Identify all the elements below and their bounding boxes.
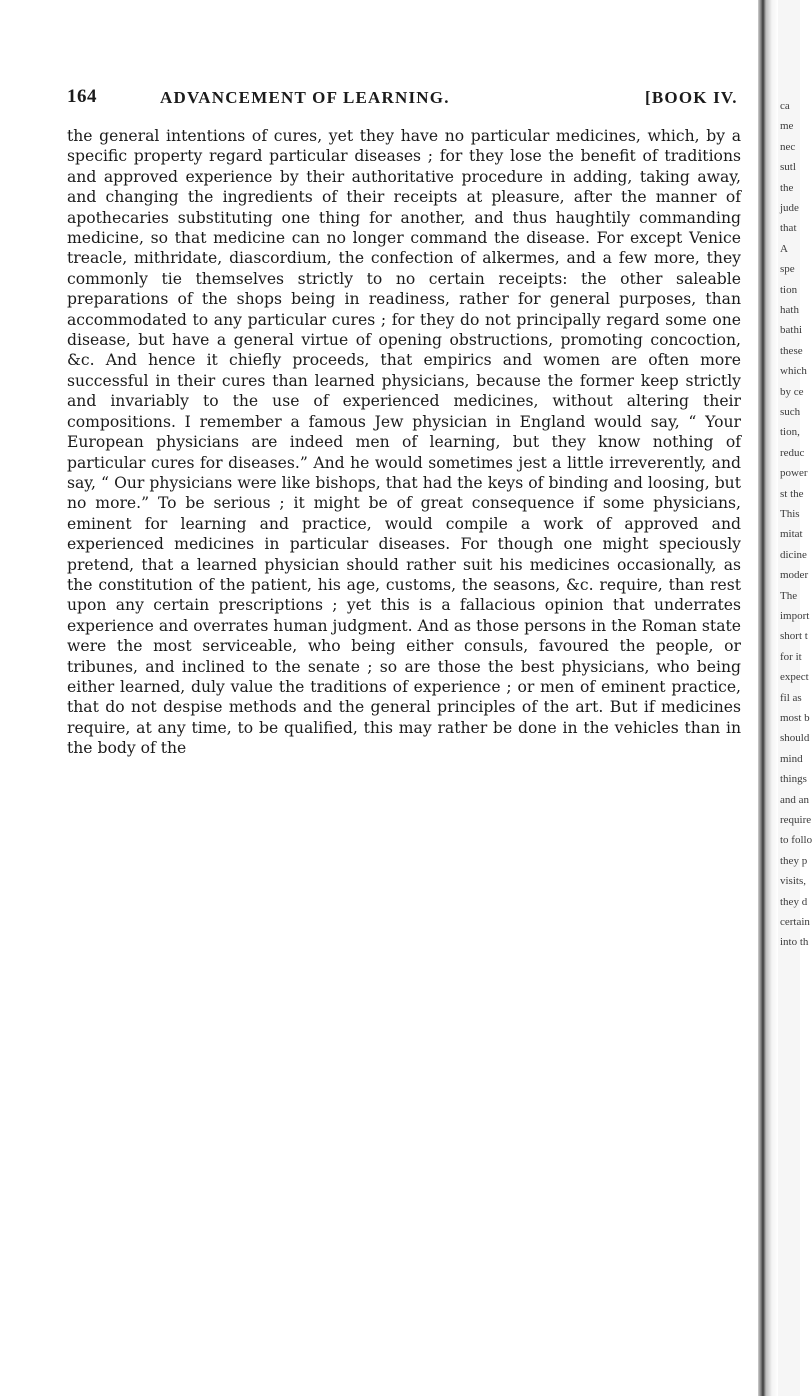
facing-page-fragment: they p: [780, 854, 808, 867]
facing-page-fragment: fil as: [780, 691, 802, 704]
facing-page-fragment: spe: [780, 263, 795, 276]
facing-page-fragment: tion,: [780, 426, 800, 439]
facing-page-fragment: sutl: [780, 161, 796, 174]
facing-page-fragment: dicine: [780, 548, 807, 561]
facing-page-fragment: things: [780, 773, 807, 786]
facing-page-fragment: to follo: [780, 834, 812, 847]
facing-page-fragment: st the: [780, 487, 804, 500]
facing-page-fragment: the: [780, 181, 794, 194]
facing-page-fragment: for it: [780, 650, 802, 663]
book-marker: [BOOK IV.: [645, 88, 738, 107]
facing-page-fragment: these: [780, 344, 803, 357]
facing-page-fragment: mitat: [780, 528, 803, 541]
facing-page-fragment: expect: [780, 671, 809, 684]
facing-page-fragment: require: [780, 814, 812, 826]
facing-page-edge: [778, 0, 812, 1396]
facing-page-fragment: most b: [780, 712, 810, 724]
facing-page-fragment: short t: [780, 630, 808, 643]
facing-page-fragment: nec: [780, 140, 796, 153]
facing-page-fragment: by ce: [780, 385, 804, 398]
facing-page-fragment: The: [780, 589, 798, 602]
facing-page-fragment: power: [780, 467, 808, 480]
facing-page-fragment: certain: [780, 916, 810, 928]
facing-page-fragment: into th: [780, 936, 809, 949]
page-number: 164: [67, 86, 97, 107]
body-paragraph: the general intentions of cures, yet they have no particular medicines, which, by a specific property regard particular diseases ; for they lose the benefit of traditions and approved experience by their authoritative procedure in adding, taking away, and changing the ingredients of their receipts at pleasure, after the manner of apothecaries substituting one thing for another, and thus haughtily commanding medicine, so that medicine can no longer command the disease. For except Venice treacle, mithridate, diascordium, the confection of alkermes, and a few more, they commonly tie themselves strictly to no certain receipts: the other saleable preparations of the shops being in readiness, rather for general purposes, than accommodated to any particular cures ; for they do not principally regard some one disease, but have a general virtue of opening obstructions, promoting concoction, &c. And hence it chiefly proceeds, that empirics and women are often more successful in their cures than learned physicians, because the former keep strictly and invariably to the use of experienced medicines, without altering their compositions. I remember a famous Jew physician in England would say, “ Your European physicians are indeed men of learning, but they know nothing of particular cures for diseases.” And he would sometimes jest a little irreverently, and say, “ Our physicians were like bishops, that had the keys of binding and loosing, but no more.” To be serious ; it might be of great consequence if some physicians, eminent for learning and practice, would compile a work of approved and experienced medicines in particular diseases. For though one might speciously pretend, that a learned physician should rather suit his medicines occasionally, as the constitution of the patient, his age, customs, the seasons, &c. require, than rest upon any certain prescriptions ; yet this is a fallacious opinion that underrates experience and overrates human judgment. And as those persons in the Roman state were the most serviceable, who being either consuls, favoured the people, or tribunes, and inclined to the senate ; so are those the best physicians, who being either learned, duly value the traditions of experience ; or men of eminent practice, that do not despise methods and the general principles of the art. But if medicines require, at any time, to be qualified, this may rather be done in the vehicles than in the body of the: [67, 127, 741, 758]
facing-page-fragment: moder: [780, 569, 809, 582]
facing-page-fragment: import: [780, 610, 810, 622]
facing-page-fragment: which: [780, 365, 807, 378]
facing-page-fragment: tion: [780, 283, 798, 296]
facing-page-fragment: visits,: [780, 875, 806, 888]
running-title: ADVANCEMENT OF LEARNING.: [160, 88, 450, 107]
facing-page-fragment: should: [780, 732, 810, 745]
facing-page-fragment: me: [780, 120, 794, 133]
facing-page-fragment: jude: [780, 202, 799, 214]
facing-page-fragment: they d: [780, 895, 808, 908]
facing-page-fragment: mind: [780, 752, 803, 765]
facing-page-fragment: This: [780, 508, 800, 520]
facing-page-fragment: and an: [780, 793, 810, 806]
facing-page-fragment: that: [780, 222, 797, 235]
facing-page-fragment: reduc: [780, 446, 805, 459]
facing-page-fragment: such: [780, 406, 801, 418]
facing-page-fragment: hath: [780, 304, 799, 316]
facing-page-fragment: bathi: [780, 324, 802, 337]
facing-page-fragment: A: [780, 242, 788, 255]
facing-page-fragment: ca: [780, 100, 790, 112]
